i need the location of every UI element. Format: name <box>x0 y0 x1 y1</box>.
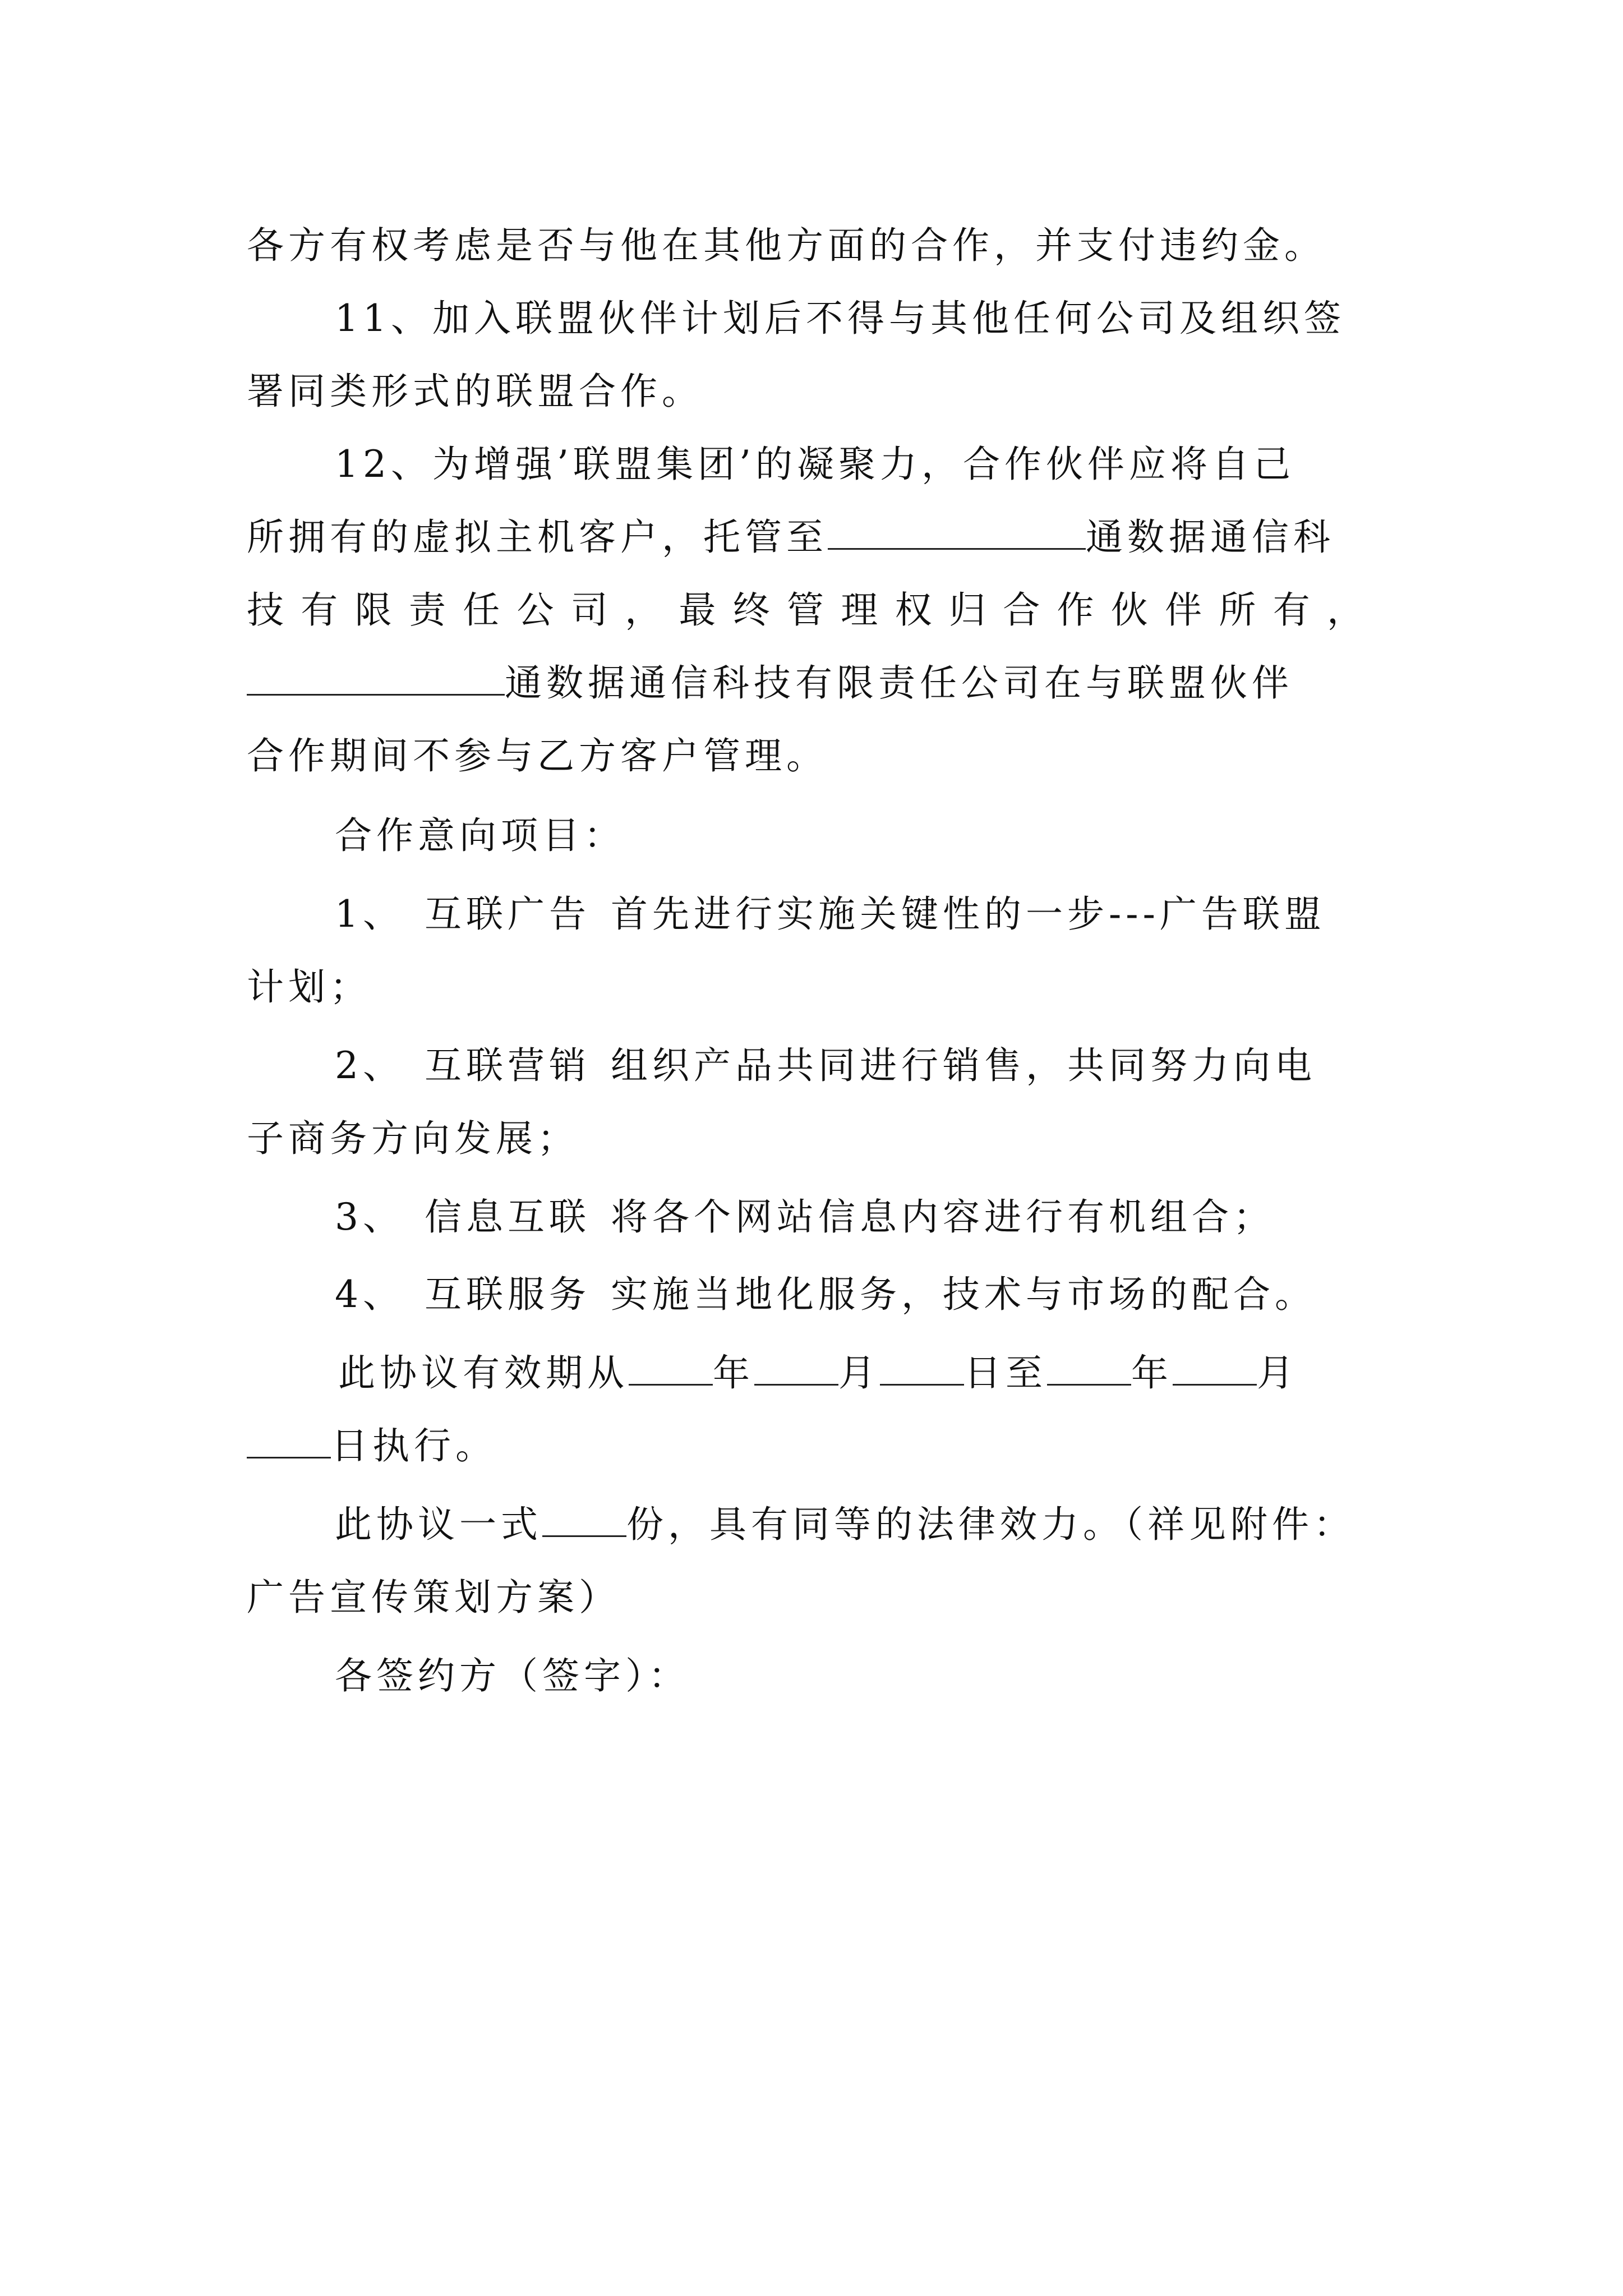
item-number: 4、 <box>335 1273 404 1316</box>
end-month-blank[interactable] <box>1173 1349 1257 1386</box>
text-run: 通数据通信科技有限责任公司在与联盟伙伴 <box>505 661 1293 705</box>
clause-12-text: 12、为增强’联盟集团’的凝聚力，合作伙伴应将自己 <box>335 443 1295 486</box>
text-run: 日执行。 <box>331 1424 497 1467</box>
item-title: 信息互联 <box>425 1195 591 1239</box>
item-description: 将各个网站信息内容进行有机组合； <box>611 1195 1275 1239</box>
item-title: 互联广告 <box>425 892 591 936</box>
text-run: 所拥有的虚拟主机客户，托管至 <box>247 516 828 559</box>
signature-heading <box>335 1648 1380 1704</box>
text-run: 年 <box>1131 1351 1173 1395</box>
text-run: 计划； <box>247 965 371 1009</box>
fill-in-blank[interactable] <box>828 513 1086 550</box>
paragraph-line <box>247 364 1380 420</box>
clause-11-text: 11、加入联盟伙伴计划后不得与其他任何公司及组织签 <box>335 297 1345 340</box>
text-run: 通数据通信科 <box>1086 516 1335 559</box>
item-description: 首先进行实施关键性的一步---广告联盟 <box>611 892 1326 936</box>
text-run: 份，具有同等的法律效力。（祥见附件： <box>626 1503 1355 1546</box>
paragraph-line <box>247 582 1380 638</box>
validity-period-line <box>338 1345 1383 1401</box>
paragraph-line <box>247 655 1380 711</box>
item-number: 2、 <box>335 1044 404 1087</box>
text-run: 署同类形式的联盟合作。 <box>247 370 703 413</box>
item-description: 组织产品共同进行销售，共同努力向电 <box>611 1044 1316 1087</box>
copies-line <box>335 1497 1380 1553</box>
paragraph-line <box>247 218 1380 274</box>
item-number: 3、 <box>335 1195 404 1239</box>
text-run: 合作期间不参与乙方客户管理。 <box>247 734 828 777</box>
section-heading <box>335 808 1380 864</box>
text-run: 此协议有效期从 <box>338 1351 629 1395</box>
text-run: 此协议一式 <box>335 1503 542 1546</box>
list-item <box>335 1038 1380 1094</box>
text-run: 技有限责任公司，最终管理权归合作伙伴所有， <box>247 588 1380 632</box>
paragraph-line <box>335 436 1380 493</box>
signature-label: 各签约方（签字）： <box>335 1654 690 1697</box>
start-day-blank[interactable] <box>880 1349 964 1386</box>
item-number: 1、 <box>335 892 404 936</box>
item-title: 互联服务 <box>425 1273 591 1316</box>
item-title: 互联营销 <box>425 1044 591 1087</box>
paragraph-line <box>247 1111 1380 1167</box>
paragraph-line <box>247 728 1380 784</box>
end-day-blank[interactable] <box>247 1422 331 1458</box>
paragraph-line <box>247 509 1380 565</box>
text-run: 月 <box>1257 1351 1298 1395</box>
fill-in-blank[interactable] <box>247 659 505 696</box>
text-run: 日至 <box>964 1351 1047 1395</box>
paragraph-line <box>247 1570 1380 1626</box>
list-item <box>335 1189 1380 1245</box>
heading-text: 合作意向项目： <box>335 814 625 857</box>
text-run: 月 <box>838 1351 880 1395</box>
start-year-blank[interactable] <box>629 1349 713 1386</box>
list-item <box>335 1267 1380 1323</box>
text-run: 广告宣传策划方案） <box>247 1576 620 1619</box>
paragraph-line <box>247 1418 1380 1474</box>
list-item <box>335 886 1380 942</box>
text-run: 各方有权考虑是否与他在其他方面的合作，并支付违约金。 <box>247 224 1326 267</box>
item-description: 实施当地化服务，技术与市场的配合。 <box>611 1273 1316 1316</box>
paragraph-line <box>335 291 1380 347</box>
copies-blank[interactable] <box>542 1501 626 1537</box>
paragraph-line <box>247 959 1380 1015</box>
text-run: 子商务方向发展； <box>247 1117 579 1160</box>
text-run: 年 <box>713 1351 754 1395</box>
end-year-blank[interactable] <box>1047 1349 1131 1386</box>
start-month-blank[interactable] <box>754 1349 838 1386</box>
